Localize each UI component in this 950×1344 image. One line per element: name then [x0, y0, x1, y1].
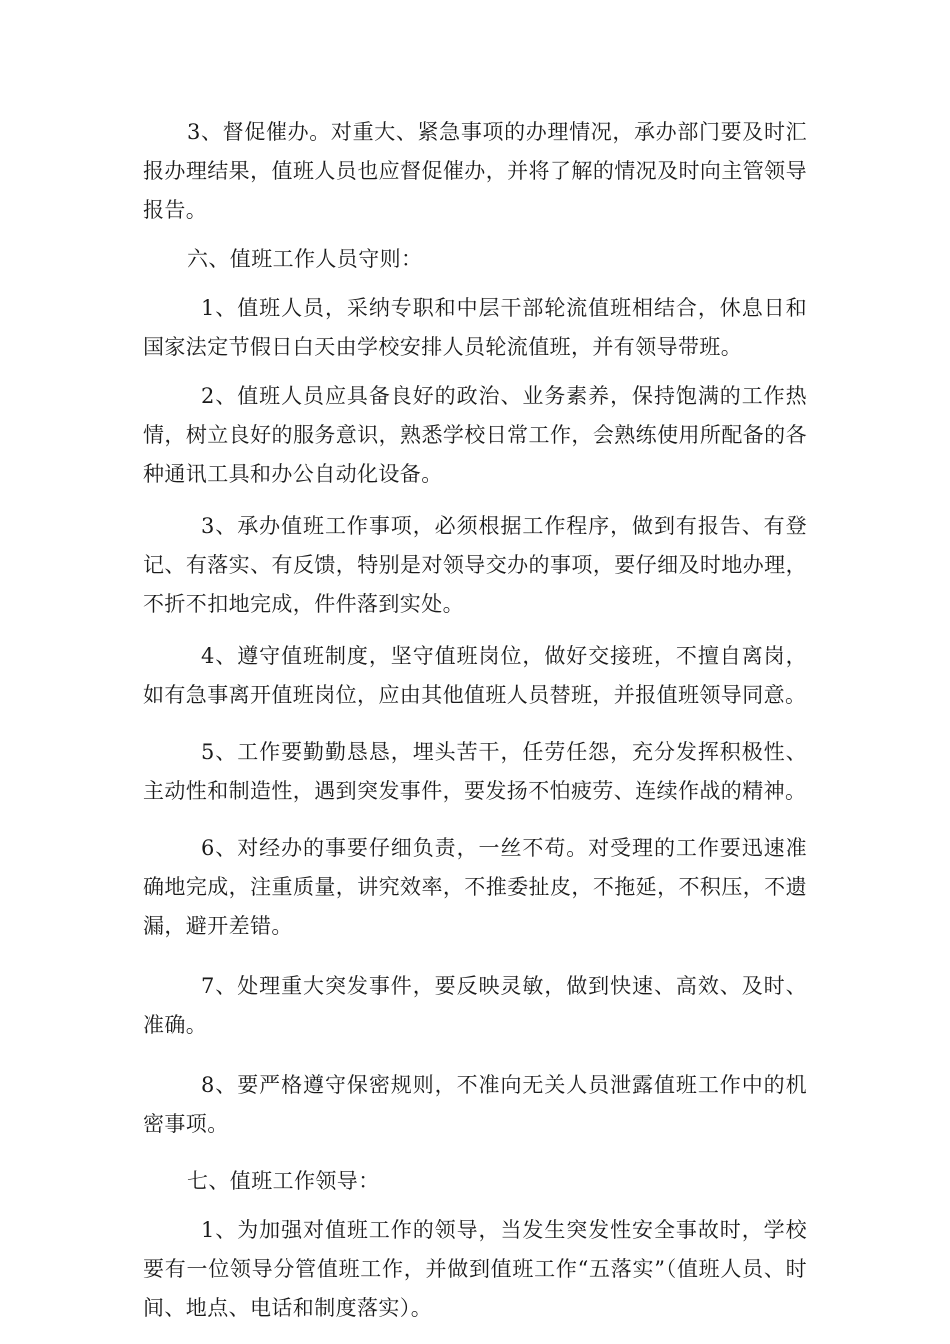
leadership-item-1: 1、为加强对值班工作的领导，当发生突发性安全事故时，学校要有一位领导分管值班工作，并做到值班工作“五落实”（值班人员、时间、地点、电话和制度落实）。: [143, 1218, 807, 1320]
paragraph-supervise-urge: 3、督促催办。对重大、紧急事项的办理情况，承办部门要及时汇报办理结果，值班人员也应督促催办，并将了解的情况及时向主管领导报告。: [143, 120, 807, 222]
document-body: [143, 113, 807, 1328]
section-heading-duty-rules: 六、值班工作人员守则：: [187, 247, 423, 271]
rule-item-4: 4、遵守值班制度，坚守值班岗位，做好交接班，不擅自离岗，如有急事离开值班岗位，应由其他值班人员替班，并报值班领导同意。: [143, 644, 807, 707]
rule-item-5: 5、工作要勤勤恳恳，埋头苦干，任劳任怨，充分发挥积极性、主动性和制造性，遇到突发事件，要发扬不怕疲劳、连续作战的精神。: [143, 740, 807, 803]
rule-item-7: 7、处理重大突发事件，要反映灵敏，做到快速、高效、及时、准确。: [143, 974, 807, 1037]
section-heading-duty-leadership: 七、值班工作领导：: [187, 1169, 380, 1193]
rule-item-3: 3、承办值班工作事项，必须根据工作程序，做到有报告、有登记、有落实、有反馈，特别是对领导交办的事项，要仔细及时地办理，不折不扣地完成，件件落到实处。: [143, 514, 807, 616]
rule-item-6: 6、对经办的事要仔细负责，一丝不苟。对受理的工作要迅速准确地完成，注重质量，讲究效率，不推委扯皮，不拖延，不积压，不遗漏，避开差错。: [143, 836, 807, 938]
rule-item-2: 2、值班人员应具备良好的政治、业务素养，保持饱满的工作热情，树立良好的服务意识，熟悉学校日常工作，会熟练使用所配备的各种通讯工具和办公自动化设备。: [143, 384, 807, 486]
rule-item-1: 1、值班人员，采纳专职和中层干部轮流值班相结合，休息日和国家法定节假日白天由学校安排人员轮流值班，并有领导带班。: [143, 296, 807, 359]
rule-item-8: 8、要严格遵守保密规则，不准向无关人员泄露值班工作中的机密事项。: [143, 1073, 807, 1136]
